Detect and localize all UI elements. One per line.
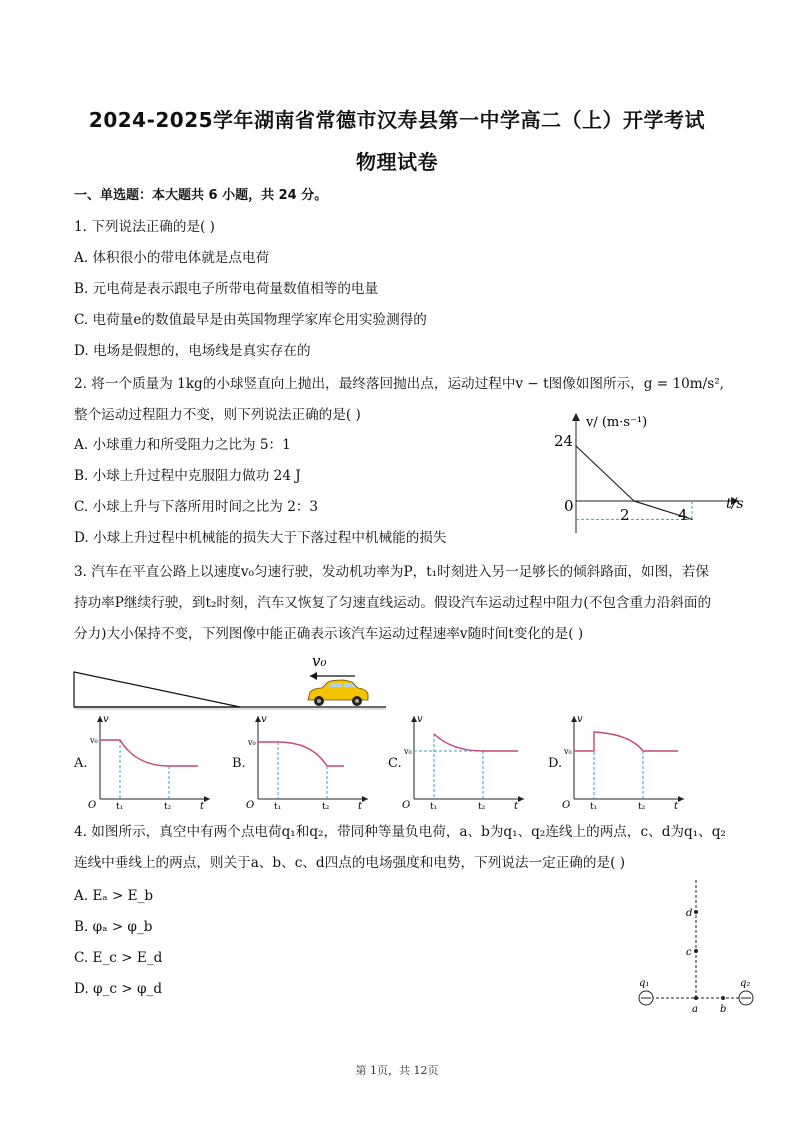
point-b — [721, 996, 725, 1000]
v0-label: v₀ — [404, 747, 412, 756]
q3-stem-line1: 3. 汽车在平直公路上以速度v₀匀速行驶，发动机功率为P，t₁时刻进入另一足够长的倾斜路面，如图，若保 — [74, 564, 710, 580]
o-label: O — [246, 800, 255, 810]
t-label: t — [514, 801, 519, 810]
v0-label: v₀ — [248, 738, 256, 747]
v-label: v — [577, 714, 583, 725]
q3-stem-line2: 持功率P继续行驶，到t₂时刻，汽车又恢复了匀速直线运动。假设汽车运动过程中阻力(不包含重力沿斜面的 — [74, 595, 712, 611]
label-q1: q₁ — [639, 978, 650, 989]
o-label: O — [402, 800, 411, 810]
q2-option-b: B. 小球上升过程中克服阻力做功 24 J — [74, 468, 301, 484]
q2-point-0 — [575, 445, 577, 447]
curve — [434, 734, 518, 751]
q2-option-c: C. 小球上升与下落所用时间之比为 2：3 — [74, 499, 319, 515]
q2-ylabel: v/ (m·s⁻¹) — [586, 415, 648, 430]
q3-option-a-label: A. — [74, 756, 88, 771]
q1-option-b: B. 元电荷是表示跟电子所带电荷量数值相等的电量 — [74, 281, 379, 297]
q2-stem-line2: 整个运动过程阻力不变，则下列说法正确的是( ) — [74, 407, 361, 423]
point-d — [694, 910, 698, 914]
v0-label: v₀ — [564, 747, 572, 756]
q2-stem-line1: 2. 将一个质量为 1kg的小球竖直向上抛出，最终落回抛出点，运动过程中v − t图像如图所示，g = 10m/s², — [74, 376, 724, 392]
q1-stem: 1. 下列说法正确的是( ) — [74, 219, 215, 235]
charge-q2-icon — [739, 991, 753, 1005]
paper-title-line2: 物理试卷 — [356, 150, 438, 174]
q4-charges-figure — [630, 876, 760, 1016]
t-label: t — [674, 801, 679, 810]
axes — [97, 716, 210, 802]
q2-option-d: D. 小球上升过程中机械能的损失大于下落过程中机械能的损失 — [74, 530, 447, 546]
label-a: a — [692, 1004, 698, 1015]
q3-option-d-label: D. — [548, 756, 563, 771]
q3-graph-c — [400, 710, 530, 810]
q2-xlabel: t/s — [726, 496, 744, 512]
q4-option-a: A. Eₐ > E_b — [74, 888, 154, 904]
q4-option-c: C. E_c > E_d — [74, 950, 163, 966]
label-q2: q₂ — [740, 978, 751, 989]
curve — [258, 742, 344, 766]
q4-option-d: D. φ_c > φ_d — [74, 981, 163, 997]
q2-point-2 — [691, 519, 693, 521]
q1-option-d: D. 电场是假想的，电场线是真实存在的 — [74, 343, 311, 359]
q2-x-tick-4: 4 — [678, 506, 688, 524]
section-heading: 一、单选题：本大题共 6 小题，共 24 分。 — [74, 188, 328, 203]
q1-option-c: C. 电荷量e的数值最早是由英国物理学家库仑用实验测得的 — [74, 312, 427, 328]
q3-road-illustration — [70, 652, 390, 714]
curve — [574, 732, 678, 751]
t-label: t — [200, 801, 205, 810]
label-b: b — [720, 1004, 727, 1015]
o-label: O — [88, 800, 97, 810]
page-footer: 第 1页，共 12页 — [355, 1064, 439, 1077]
q2-origin: 0 — [564, 497, 574, 515]
q3-graph-a — [86, 710, 216, 810]
t2-label: t₂ — [638, 802, 646, 810]
q4-option-b: B. φₐ > φ_b — [74, 919, 153, 935]
q4-stem-line1: 4. 如图所示，真空中有两个点电荷q₁和q₂，带同种等量负电荷，a、b为q₁、q₂连线上的两点，c、d为q₁、q₂ — [74, 824, 726, 840]
t2-label: t₂ — [164, 802, 172, 810]
q2-vt-graph — [548, 408, 748, 538]
q2-line-segment — [576, 446, 634, 501]
paper-title-line1: 2024-2025学年湖南省常德市汉寿县第一中学高二（上）开学考试 — [88, 108, 706, 132]
q1-option-a: A. 体积很小的带电体就是点电荷 — [74, 250, 270, 266]
label-c: c — [686, 947, 692, 958]
q3-graph-d — [560, 710, 690, 810]
v-label: v — [103, 714, 109, 725]
t1-label: t₁ — [430, 802, 438, 810]
v-label: v — [261, 714, 267, 725]
car-velocity-label: v₀ — [312, 652, 327, 670]
axes — [255, 716, 368, 802]
q3-stem-line3: 分力)大小保持不变，下列图像中能正确表示该汽车运动过程速率v随时间t变化的是( ) — [74, 626, 584, 642]
q3-option-c-label: C. — [388, 756, 402, 771]
o-label: O — [562, 800, 571, 810]
label-d: d — [686, 908, 693, 919]
q2-point-1 — [633, 500, 635, 502]
q2-y-tick-24: 24 — [554, 432, 574, 450]
t1-label: t₁ — [274, 802, 282, 810]
q2-x-tick-2: 2 — [620, 506, 630, 524]
t1-label: t₁ — [116, 802, 124, 810]
t-label: t — [358, 801, 363, 810]
point-c — [694, 949, 698, 953]
axes — [411, 716, 524, 802]
slope — [74, 672, 240, 707]
t2-label: t₂ — [478, 802, 486, 810]
charge-q1-icon — [639, 991, 653, 1005]
axes — [571, 716, 684, 802]
car-icon — [308, 680, 368, 706]
t2-label: t₂ — [322, 802, 330, 810]
v0-label: v₀ — [90, 736, 98, 745]
t1-label: t₁ — [590, 802, 598, 810]
v-label: v — [417, 714, 423, 725]
point-a — [694, 996, 698, 1000]
q4-stem-line2: 连线中垂线上的两点，则关于a、b、c、d四点的电场强度和电势，下列说法一定正确的是( ) — [74, 855, 626, 871]
q2-option-a: A. 小球重力和所受阻力之比为 5：1 — [74, 437, 291, 453]
curve — [100, 740, 198, 766]
q3-graph-b — [244, 710, 374, 810]
q3-option-b-label: B. — [232, 756, 246, 771]
